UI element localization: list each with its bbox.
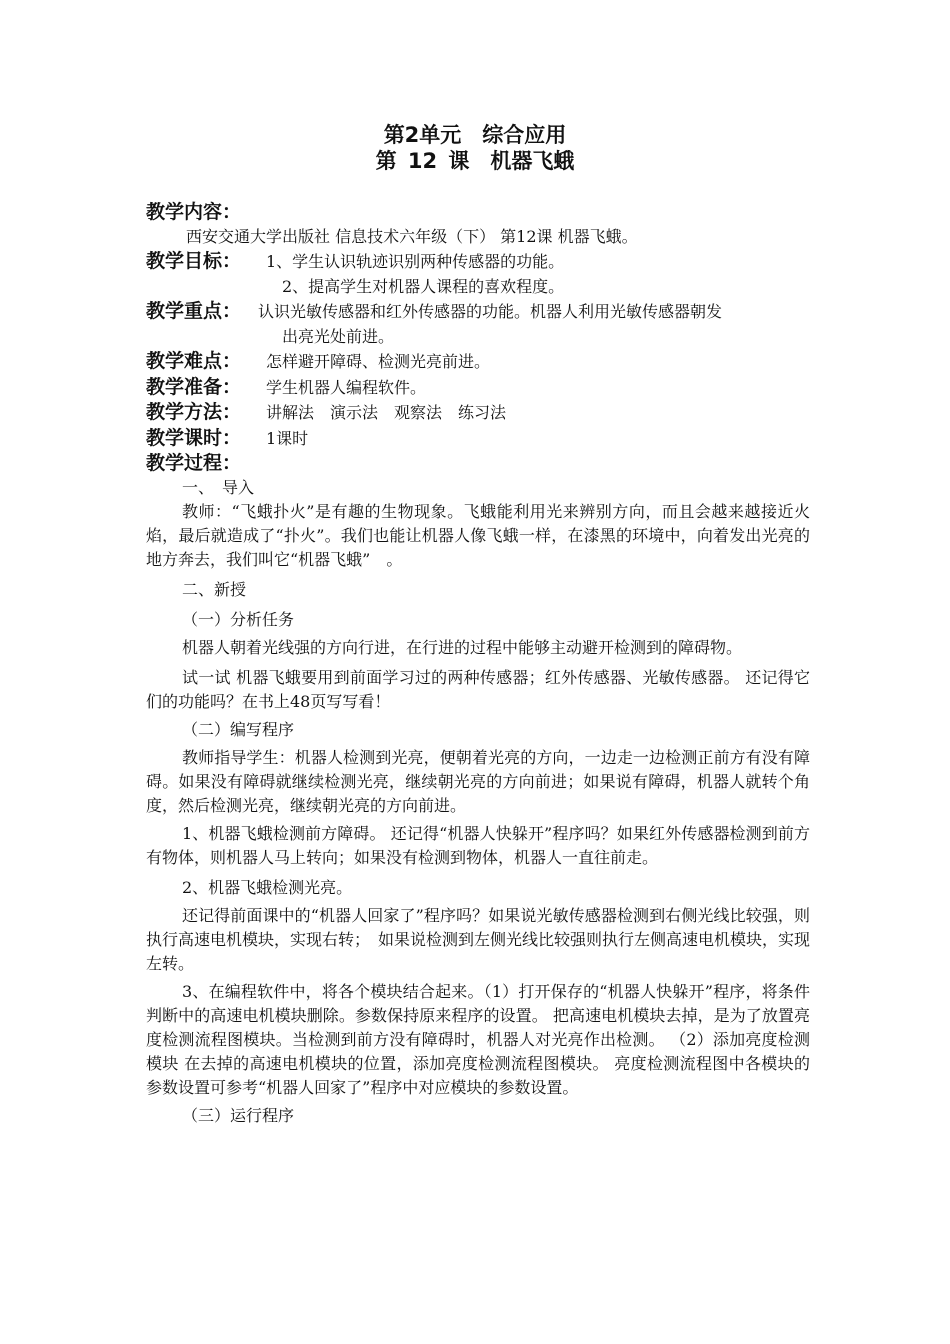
methods-row — [146, 400, 810, 426]
focus-text-line1: 认识光敏传感器和红外传感器的功能。机器人利用光敏传感器朝发 — [258, 302, 723, 321]
hours-label: 教学课时： — [146, 426, 242, 449]
goal-item-2: 2、提高学生对机器人课程的喜欢程度。 — [282, 276, 565, 296]
difficulty-label: 教学难点： — [146, 350, 242, 372]
hours-row — [146, 426, 810, 452]
focus-label: 教学重点： — [146, 300, 242, 322]
unit-title: 第2单元 综合应用 — [383, 123, 567, 147]
content-text: 西安交通大学出版社 信息技术六年级（下） 第12课 机器飞蛾。 — [186, 226, 638, 246]
difficulty-text: 怎样避开障碍、检测光亮前进。 — [266, 352, 491, 371]
paragraph-teacher-guide: 教师指导学生：机器人检测到光亮，便朝着光亮的方向，一边走一边检测正前方有没有障碍。如果没有障碍就继续检测光亮，继续朝光亮的方向前进；如果说有障碍，机器人就转个角度，然后检测光亮，继续朝光亮的方向前进。 — [146, 747, 810, 815]
document-body — [146, 200, 810, 1128]
preparation-text: 学生机器人编程软件。 — [266, 377, 427, 397]
heading-run-program: （三）运行程序 — [182, 1105, 295, 1125]
difficulty-row — [146, 349, 810, 375]
preparation-label: 教学准备： — [146, 375, 242, 398]
methods-label: 教学方法： — [146, 401, 242, 423]
paragraph-step-2: 2、机器飞蛾检测光亮。 — [182, 877, 353, 897]
methods-text: 讲解法 演示法 观察法 练习法 — [266, 403, 507, 422]
goals-row — [146, 249, 810, 275]
heading-new-lesson: 二、新授 — [182, 579, 247, 599]
content-label: 教学内容： — [146, 201, 242, 223]
paragraph-intro: 教师：“飞蛾扑火”是有趣的生物现象。飞蛾能利用光来辨别方向，而且会越来越接近火焰，最后就造成了“扑火”。我们也能让机器人像飞蛾一样，在漆黑的环境中，向着发出光亮的地方奔去，我们叫它“机器飞蛾” 。 — [146, 501, 810, 569]
focus-text-line2: 出亮光处前进。 — [282, 326, 395, 346]
process-label: 教学过程： — [146, 452, 242, 474]
lesson-title: 第 12 课 机器飞蛾 — [375, 149, 575, 173]
goal-item-1: 1、学生认识轨迹识别两种传感器的功能。 — [266, 252, 565, 271]
heading-intro: 一、 导入 — [182, 477, 255, 497]
heading-analyze-task: （一）分析任务 — [182, 609, 295, 629]
hours-text: 1课时 — [266, 428, 309, 448]
heading-write-program: （二）编写程序 — [182, 719, 295, 739]
paragraph-step-3: 3、在编程软件中，将各个模块结合起来。（1）打开保存的“机器人快躲开”程序，将条件判断中的高速电机模块删除。参数保持原来程序的设置。 把高速电机模块去掉，是为了放置亮度检测流程图模块。当检测到前方没有障碍时，机器人对光亮作出检测。 （2）添加亮度检测模块 在去掉的高速电机模块的位置，添加亮度检测流程图模块。 亮度检测流程图中各模块的参数设置可参考“机器人回家了”程序中对应模块的参数设置。 — [146, 981, 810, 1097]
preparation-row — [146, 375, 810, 401]
paragraph-step-1: 1、机器飞蛾检测前方障碍。 还记得“机器人快躲开”程序吗？如果红外传感器检测到前方有物体，则机器人马上转向；如果没有检测到物体，机器人一直往前走。 — [146, 823, 810, 867]
paragraph-task: 机器人朝着光线强的方向行进，在行进的过程中能够主动避开检测到的障碍物。 — [182, 637, 743, 657]
paragraph-step-2-detail: 还记得前面课中的“机器人回家了”程序吗？如果说光敏传感器检测到右侧光线比较强，则执行高速电机模块，实现右转； 如果说检测到左侧光线比较强则执行左侧高速电机模块，实现左转。 — [146, 905, 811, 973]
goals-label: 教学目标： — [146, 250, 242, 272]
paragraph-try-it: 试一试 机器飞蛾要用到前面学习过的两种传感器；红外传感器、光敏传感器。 还记得它们的功能吗？在书上48页写写看！ — [146, 667, 810, 711]
focus-row — [146, 299, 810, 325]
